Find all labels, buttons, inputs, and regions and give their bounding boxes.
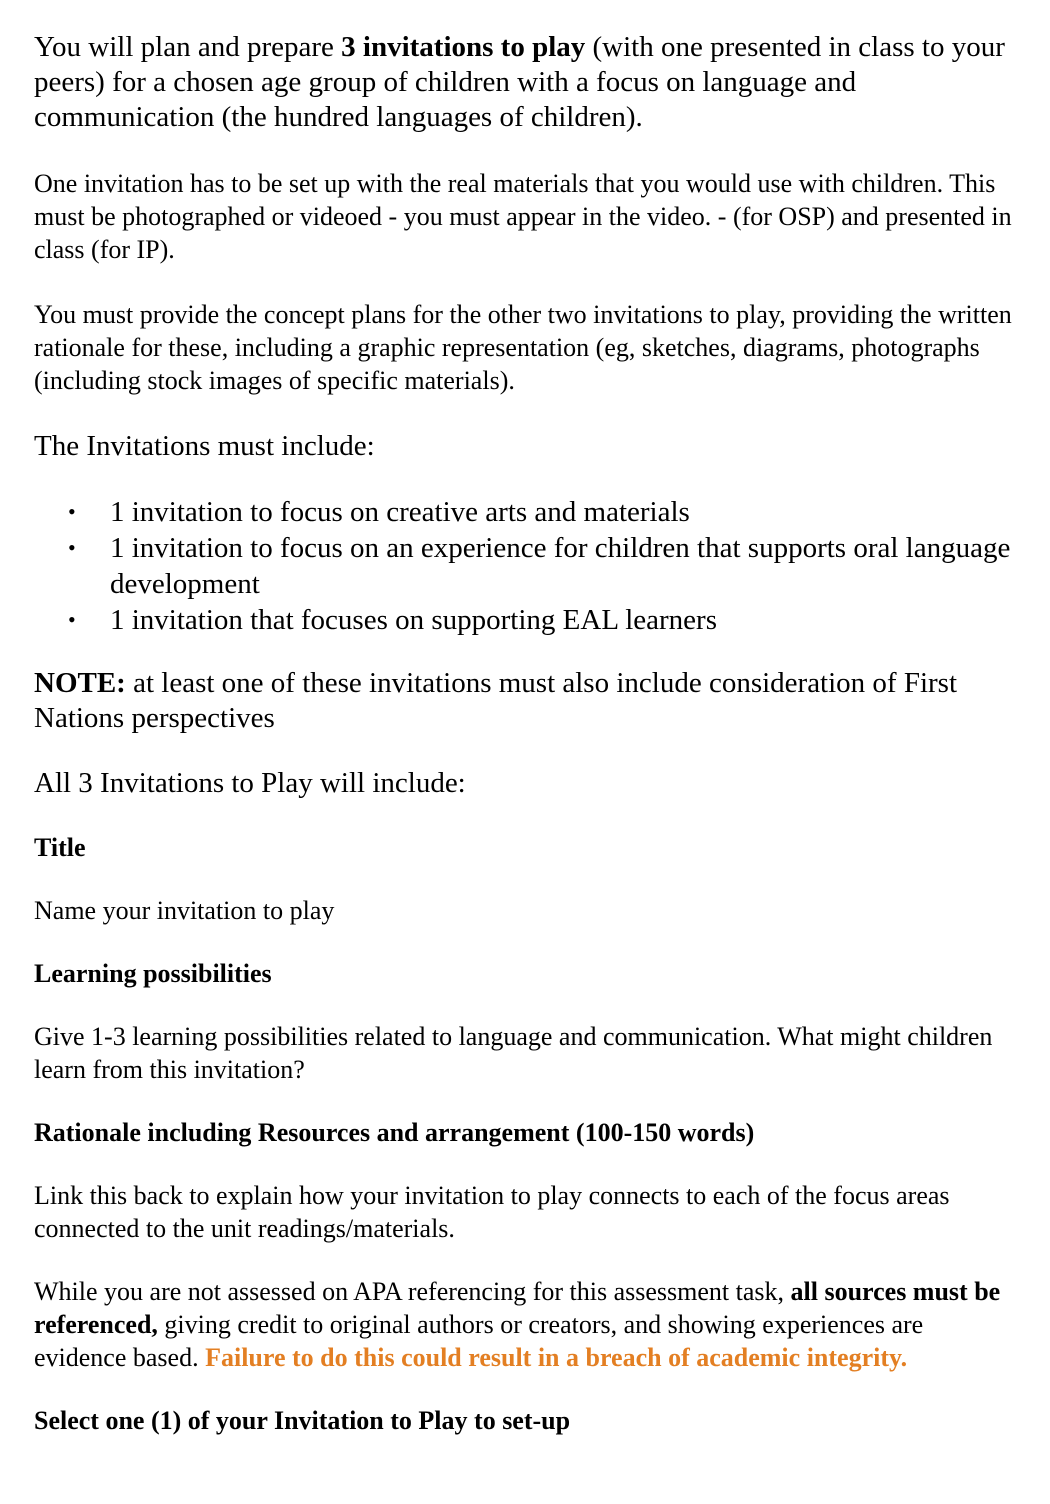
title-heading [34, 831, 1014, 864]
rationale-heading [34, 1116, 1014, 1149]
intro-text-1: You will plan and prepare [34, 31, 342, 63]
learning-description: Give 1-3 learning possibilities related to language and communication. What might children learn from this invitation? [34, 1022, 993, 1084]
intro-bold: 3 invitations to play [341, 31, 586, 63]
list-item-text: 1 invitation that focuses on supporting EAL learners [110, 604, 717, 636]
list-item [34, 530, 1014, 602]
intro-paragraph [34, 30, 1014, 135]
include-heading: The Invitations must include: [34, 430, 375, 462]
list-item-text: 1 invitation to focus on an experience for children that supports oral language development [110, 532, 1011, 600]
note-paragraph [34, 666, 1014, 736]
title-description: Name your invitation to play [34, 896, 335, 925]
referencing-bold: all sources must be referenced, [34, 1277, 1001, 1339]
learning-heading-text: Learning possibilities [34, 959, 272, 988]
bullet-icon: • [68, 535, 76, 560]
all-three-heading: All 3 Invitations to Play will include: [34, 767, 466, 799]
intro-text-2: (with one presented in class to your peers) for a chosen age group of children with a focus on language and communication (the hundred languages of children). [34, 31, 1005, 133]
integrity-warning: Failure to do this could result in a breach of academic integrity. [205, 1343, 908, 1372]
rationale-description: Link this back to explain how your invitation to play connects to each of the focus areas connected to the unit readings/materials. [34, 1181, 950, 1243]
bullet-icon: • [68, 499, 76, 524]
list-item [34, 494, 1014, 530]
bullet-icon: • [68, 607, 76, 632]
list-item [34, 602, 1014, 638]
rationale-heading-text: Rationale including Resources and arrangement (100-150 words) [34, 1118, 755, 1147]
referencing-text-2: giving credit to original authors or creators, and showing experiences are evidence based. [34, 1310, 924, 1372]
referencing-text-1: While you are not assessed on APA referencing for this assessment task, [34, 1277, 791, 1306]
setup-paragraph: One invitation has to be set up with the real materials that you would use with children. This must be photographed or videoed - you must appear in the video. - (for OSP) and presented in class (for IP). [34, 169, 1012, 264]
concept-paragraph: You must provide the concept plans for the other two invitations to play, providing the written rationale for these, including a graphic representation (eg, sketches, diagrams, photographs (including stock images of specific materials). [34, 300, 1012, 395]
select-heading [34, 1404, 1014, 1437]
invitation-list [34, 494, 1014, 638]
learning-heading [34, 957, 1014, 990]
referencing-paragraph [34, 1275, 1014, 1374]
title-heading-text: Title [34, 833, 86, 862]
note-label: NOTE: [34, 667, 126, 699]
select-heading-text: Select one (1) of your Invitation to Play to set-up [34, 1406, 571, 1435]
list-item-text: 1 invitation to focus on creative arts and materials [110, 496, 690, 528]
note-text: at least one of these invitations must also include consideration of First Nations perspectives [34, 667, 958, 734]
